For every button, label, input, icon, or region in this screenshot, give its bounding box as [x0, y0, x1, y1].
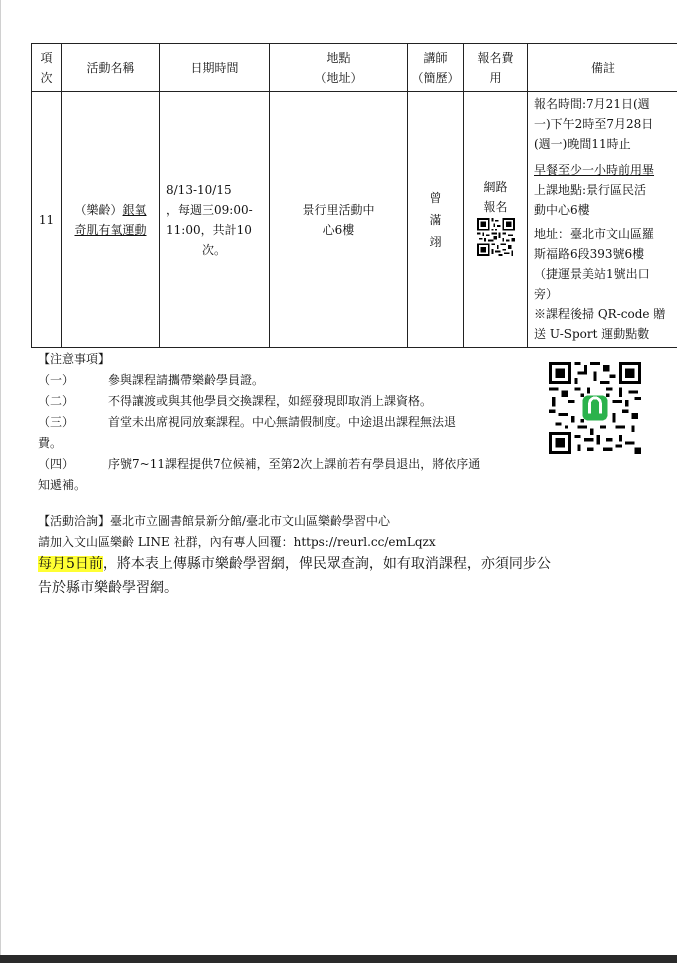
- fee-line1: 網路: [483, 179, 508, 194]
- notes-title: 【注意事項】: [38, 352, 111, 366]
- header-teacher-line2: （簡歷）: [411, 70, 460, 85]
- name-prefix: （樂齡）: [74, 202, 123, 217]
- table-row: [32, 92, 677, 348]
- header-location: [270, 44, 408, 92]
- contact-section: [38, 511, 436, 553]
- header-fee: [464, 44, 528, 92]
- header-teacher: [408, 44, 464, 92]
- note-number: （二）: [38, 394, 75, 408]
- date-line2: ，每週三09:00-: [166, 202, 253, 217]
- reminder-text-2: 告於縣市樂齡學習網。: [38, 580, 178, 596]
- note-text: 首堂未出席視同放棄課程。中心無請假制度。中途退出課程無法退: [108, 415, 457, 429]
- qr-code-icon[interactable]: [477, 217, 515, 257]
- name-line1: 銀氧: [122, 202, 147, 217]
- remarks-line: 早餐至少一小時前用畢: [534, 163, 655, 177]
- cell-fee: [464, 92, 528, 348]
- remarks-line: 地址：臺北市文山區羅: [534, 227, 655, 241]
- remarks-line: 一)下午2時至7月28日: [534, 117, 654, 131]
- header-location-line2: （地址）: [314, 70, 363, 85]
- teacher-char-3: 翊: [429, 234, 442, 249]
- fee-line2: 報名: [483, 199, 508, 214]
- deadline-highlight: 每月5日前: [38, 556, 103, 572]
- cell-datetime: [160, 92, 270, 348]
- date-line3: 11:00，共計10: [166, 222, 252, 237]
- note-number: （四）: [38, 457, 75, 471]
- remarks-line: 斯福路6段393號6樓: [534, 247, 645, 261]
- remarks-line: 旁）: [534, 287, 559, 301]
- remarks-line: 上課地點:景行區民活: [534, 183, 647, 197]
- note-item-4-cont: 知遞補。: [38, 478, 87, 492]
- remarks-line: ※課程後掃 QR-code 贈: [534, 307, 666, 321]
- name-line2: 奇肌有氧運動: [74, 222, 147, 237]
- line-group-info: 請加入文山區樂齡 LINE 社群，內有專人回覆：https://reurl.cc/emLqzx: [38, 535, 436, 549]
- date-line1: 8/13-10/15: [166, 182, 232, 197]
- remarks-registration: [534, 94, 674, 154]
- location-line2: 心6樓: [322, 222, 355, 237]
- note-number: （一）: [38, 373, 75, 387]
- cell-location: [270, 92, 408, 348]
- header-datetime: 日期時間: [160, 44, 270, 92]
- note-item-3-cont: 費。: [38, 436, 63, 450]
- remarks-line: 報名時間:7月21日(週: [534, 97, 650, 111]
- cell-item: 11: [32, 92, 62, 348]
- cell-remarks: [528, 92, 677, 348]
- page-border: [0, 0, 1, 955]
- header-remarks: 備註: [528, 44, 677, 92]
- header-fee-line1: 報名費: [477, 50, 514, 65]
- location-line1: 景行里活動中: [302, 202, 375, 217]
- table-header-row: [32, 44, 677, 92]
- header-location-line1: 地點: [326, 50, 351, 65]
- date-line4: 次。: [202, 242, 227, 257]
- header-item: [32, 44, 62, 92]
- note-number: （三）: [38, 415, 75, 429]
- remarks-line: 動中心6樓: [534, 203, 590, 217]
- remarks-breakfast: [534, 160, 674, 220]
- note-text: 不得讓渡或與其他學員交換課程，如經發現即取消上課資格。: [108, 394, 433, 408]
- header-item-line1: 項: [40, 50, 53, 65]
- remarks-line: （捷運景美站1號出口: [534, 267, 650, 281]
- reminder-text-1: ，將本表上傳縣市樂齡學習網，俾民眾查詢，如有取消課程，亦須同步公: [102, 556, 551, 572]
- header-name: 活動名稱: [62, 44, 160, 92]
- cell-name: [62, 92, 160, 348]
- bottom-bar: [0, 955, 677, 963]
- note-text: 序號7~11課程提供7位候補，至第2次上課前若有學員退出，將依序通: [108, 457, 481, 471]
- remarks-line: 送 U-Sport 運動點數: [534, 327, 650, 341]
- note-text: 參與課程請攜帶樂齡學員證。: [108, 373, 265, 387]
- header-item-line2: 次: [40, 70, 53, 85]
- teacher-char-2: 滿: [429, 212, 442, 227]
- upload-reminder: [38, 552, 648, 600]
- remarks-line: (週一)晚間11時止: [534, 137, 631, 151]
- teacher-char-1: 曾: [429, 190, 442, 205]
- remarks-address: [534, 224, 674, 344]
- line-qr-code-icon[interactable]: [549, 362, 641, 458]
- header-fee-line2: 用: [489, 70, 502, 85]
- contact-info: 【活動洽詢】臺北市立圖書館景新分館/臺北市文山區樂齡學習中心: [38, 514, 391, 528]
- header-teacher-line1: 講師: [423, 50, 448, 65]
- schedule-table: [31, 43, 677, 348]
- cell-teacher: [408, 92, 464, 348]
